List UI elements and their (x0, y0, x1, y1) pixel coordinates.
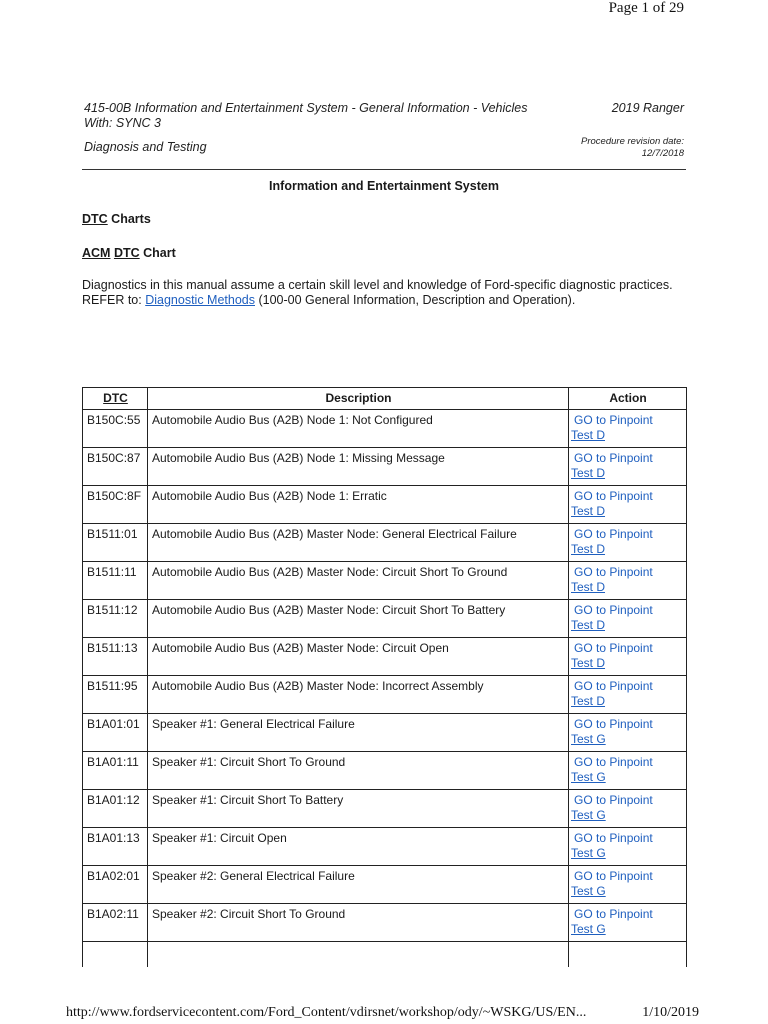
dtc-code-cell: B1A01:01 (83, 714, 148, 752)
dtc-description-cell: Speaker #1: Circuit Short To Battery (148, 790, 569, 828)
action-cell (569, 486, 687, 524)
pinpoint-test-id: Test D (571, 618, 606, 632)
acm-abbrev[interactable]: ACM (82, 246, 111, 260)
table-row (83, 562, 687, 600)
dtc-description-cell: Speaker #2: General Electrical Failure (148, 866, 569, 904)
pinpoint-link-label: GO to Pinpoint (574, 907, 653, 921)
pinpoint-link-label: GO to Pinpoint (574, 451, 653, 465)
acm-chart-suffix: Chart (139, 246, 176, 260)
action-cell (569, 524, 687, 562)
table-row (83, 904, 687, 942)
pinpoint-test-id: Test G (571, 922, 606, 936)
dtc-code-cell: B1511:12 (83, 600, 148, 638)
dtc-description-cell: Automobile Audio Bus (A2B) Master Node: Circuit Short To Battery (148, 600, 569, 638)
table-row (83, 524, 687, 562)
pinpoint-test-id: Test D (571, 694, 606, 708)
dtc-abbrev[interactable]: DTC (113, 246, 140, 260)
empty-cell (569, 942, 687, 968)
pinpoint-test-id: Test D (571, 656, 606, 670)
table-row (83, 828, 687, 866)
revision-info (581, 136, 684, 160)
dtc-description-cell: Speaker #2: Circuit Short To Ground (148, 904, 569, 942)
dtc-code-cell: B150C:87 (83, 448, 148, 486)
dtc-code-cell: B1511:13 (83, 638, 148, 676)
pinpoint-test-link[interactable] (571, 831, 653, 860)
pinpoint-test-link[interactable] (571, 413, 653, 442)
empty-cell (83, 942, 148, 968)
dtc-abbrev[interactable]: DTC (82, 212, 108, 226)
table-row (83, 866, 687, 904)
action-cell (569, 562, 687, 600)
intro-line: Diagnostics in this manual assume a certain skill level and knowledge of Ford-specific diagnostic practices. (82, 278, 673, 292)
revision-label: Procedure revision date: (581, 136, 684, 147)
dtc-description-cell: Automobile Audio Bus (A2B) Node 1: Erratic (148, 486, 569, 524)
pinpoint-test-link[interactable] (571, 755, 653, 784)
revision-date: 12/7/2018 (641, 148, 684, 159)
pinpoint-link-label: GO to Pinpoint (574, 831, 653, 845)
pinpoint-test-id: Test D (571, 542, 606, 556)
pinpoint-test-link[interactable] (571, 489, 653, 518)
dtc-description-cell: Speaker #1: Circuit Open (148, 828, 569, 866)
column-header-description: Description (148, 388, 569, 410)
dtc-code-cell: B1A02:01 (83, 866, 148, 904)
pinpoint-test-id: Test G (571, 732, 606, 746)
acm-dtc-chart-heading (82, 246, 176, 260)
table-row (83, 410, 687, 448)
pinpoint-link-label: GO to Pinpoint (574, 755, 653, 769)
pinpoint-link-label: GO to Pinpoint (574, 793, 653, 807)
column-header-dtc: DTC (83, 388, 148, 410)
dtc-code-cell: B1A01:11 (83, 752, 148, 790)
pinpoint-link-label: GO to Pinpoint (574, 565, 653, 579)
pinpoint-link-label: GO to Pinpoint (574, 603, 653, 617)
table-header-row (83, 388, 687, 410)
empty-cell (148, 942, 569, 968)
header-divider (82, 169, 686, 170)
table-row (83, 676, 687, 714)
table-row (83, 486, 687, 524)
pinpoint-link-label: GO to Pinpoint (574, 717, 653, 731)
dtc-charts-heading (82, 212, 151, 226)
table-row (83, 638, 687, 676)
document-subtitle: Diagnosis and Testing (84, 140, 207, 154)
dtc-description-cell: Speaker #1: General Electrical Failure (148, 714, 569, 752)
pinpoint-test-link[interactable] (571, 641, 653, 670)
table-row (83, 790, 687, 828)
pinpoint-test-link[interactable] (571, 717, 653, 746)
pinpoint-link-label: GO to Pinpoint (574, 527, 653, 541)
pinpoint-test-id: Test G (571, 808, 606, 822)
table-row (83, 752, 687, 790)
action-cell (569, 676, 687, 714)
pinpoint-test-link[interactable] (571, 869, 653, 898)
action-cell (569, 790, 687, 828)
dtc-description-cell: Automobile Audio Bus (A2B) Node 1: Not Configured (148, 410, 569, 448)
dtc-code-cell: B150C:8F (83, 486, 148, 524)
refer-suffix: (100-00 General Information, Description and Operation). (255, 293, 576, 307)
refer-prefix: REFER to: (82, 293, 146, 307)
dtc-code-cell: B1511:11 (83, 562, 148, 600)
action-cell (569, 410, 687, 448)
pinpoint-test-id: Test D (571, 504, 606, 518)
dtc-code-cell: B150C:55 (83, 410, 148, 448)
pinpoint-test-link[interactable] (571, 907, 653, 936)
diagnostic-methods-link[interactable]: Diagnostic Methods (145, 293, 255, 307)
document-title: 415-00B Information and Entertainment System - General Information - Vehicles With: SYNC 3 (84, 101, 528, 130)
pinpoint-test-id: Test D (571, 428, 606, 442)
pinpoint-test-id: Test D (571, 466, 606, 480)
pinpoint-link-label: GO to Pinpoint (574, 679, 653, 693)
refer-line (82, 293, 692, 308)
pinpoint-test-link[interactable] (571, 603, 653, 632)
dtc-description-cell: Automobile Audio Bus (A2B) Master Node: General Electrical Failure (148, 524, 569, 562)
pinpoint-test-link[interactable] (571, 565, 653, 594)
dtc-code-cell: B1A01:13 (83, 828, 148, 866)
dtc-description-cell: Automobile Audio Bus (A2B) Master Node: Circuit Short To Ground (148, 562, 569, 600)
table-row (83, 714, 687, 752)
footer-date: 1/10/2019 (642, 1005, 699, 1020)
vehicle-model: 2019 Ranger (611, 101, 684, 115)
action-cell (569, 752, 687, 790)
pinpoint-link-label: GO to Pinpoint (574, 413, 653, 427)
dtc-charts-suffix: Charts (107, 212, 151, 226)
dtc-code-cell: B1511:01 (83, 524, 148, 562)
dtc-code-cell: B1511:95 (83, 676, 148, 714)
pinpoint-test-link[interactable] (571, 793, 653, 822)
pinpoint-link-label: GO to Pinpoint (574, 489, 653, 503)
footer-url: http://www.fordservicecontent.com/Ford_Content/vdirsnet/workshop/ody/~WSKG/US/EN... (66, 1005, 587, 1020)
pinpoint-test-id: Test D (571, 580, 606, 594)
dtc-code-cell: B1A02:11 (83, 904, 148, 942)
action-cell (569, 904, 687, 942)
action-cell (569, 828, 687, 866)
dtc-description-cell: Automobile Audio Bus (A2B) Node 1: Missing Message (148, 448, 569, 486)
action-cell (569, 638, 687, 676)
action-cell (569, 600, 687, 638)
table-body (83, 410, 687, 968)
pinpoint-link-label: GO to Pinpoint (574, 641, 653, 655)
pinpoint-test-link[interactable] (571, 451, 653, 480)
acm-dtc-table (82, 387, 687, 967)
pinpoint-link-label: GO to Pinpoint (574, 869, 653, 883)
pinpoint-test-id: Test G (571, 884, 606, 898)
intro-paragraph (82, 278, 692, 308)
pinpoint-test-link[interactable] (571, 679, 653, 708)
pinpoint-test-link[interactable] (571, 527, 653, 556)
table-row (83, 448, 687, 486)
dtc-description-cell: Automobile Audio Bus (A2B) Master Node: Circuit Open (148, 638, 569, 676)
dtc-code-cell: B1A01:12 (83, 790, 148, 828)
dtc-description-cell: Speaker #1: Circuit Short To Ground (148, 752, 569, 790)
table-row (83, 600, 687, 638)
action-cell (569, 866, 687, 904)
pinpoint-test-id: Test G (571, 846, 606, 860)
section-title: Information and Entertainment System (269, 179, 499, 193)
column-header-action: Action (569, 388, 687, 410)
action-cell (569, 448, 687, 486)
table-row-continued (83, 942, 687, 968)
pinpoint-test-id: Test G (571, 770, 606, 784)
page-number: Page 1 of 29 (608, 0, 684, 16)
action-cell (569, 714, 687, 752)
dtc-description-cell: Automobile Audio Bus (A2B) Master Node: Incorrect Assembly (148, 676, 569, 714)
